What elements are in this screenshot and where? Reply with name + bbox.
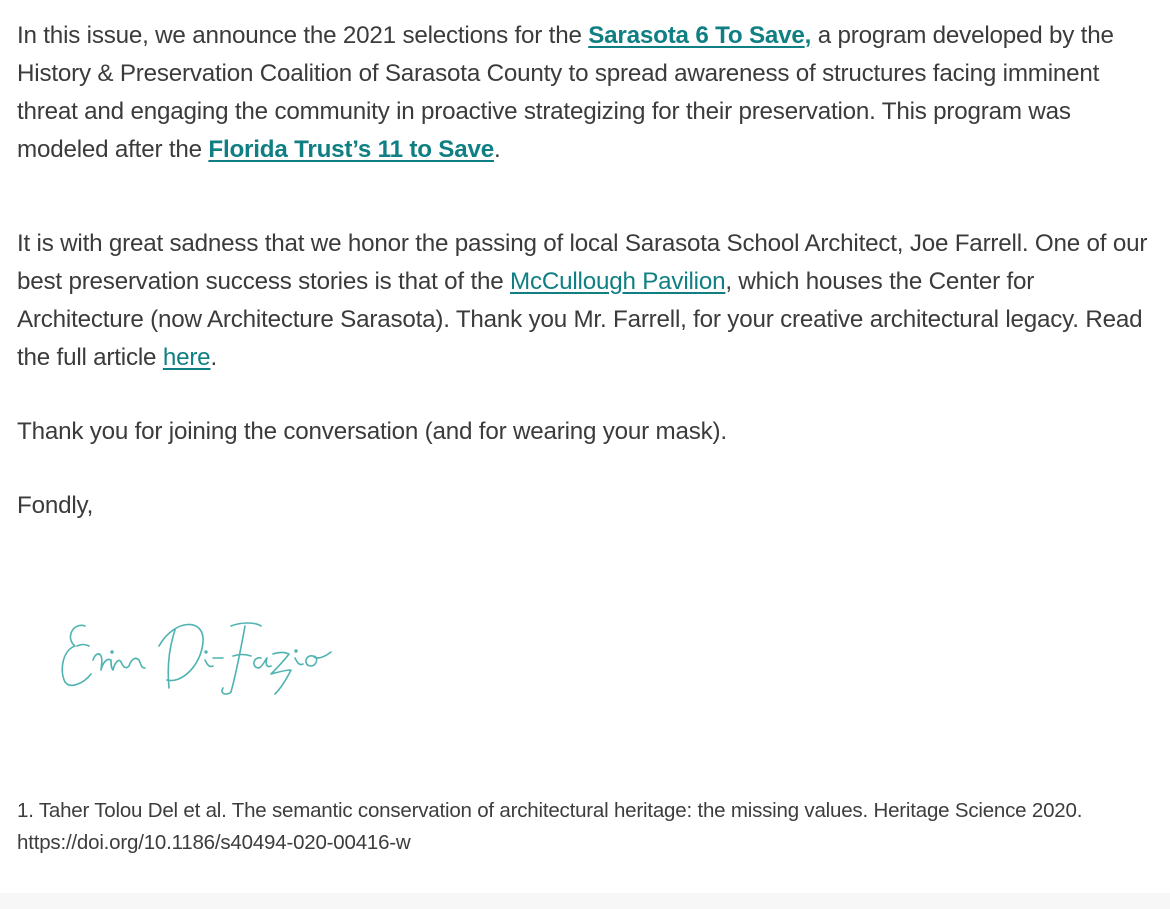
tribute-text-end: . bbox=[210, 344, 217, 371]
tribute-text-middle: , which houses the Center for Architecture (now Architecture Sarasota). Thank you Mr. Farrell, for your creative architectural legacy. Read the full article bbox=[17, 268, 1143, 371]
paragraph-spacer bbox=[17, 169, 1157, 225]
intro-text-middle: a program developed by the History & Preservation Coalition of Sarasota County to spread awareness of structures facing imminent threat and engaging the community in proactive strategizing for their preservation. This program was modeled after the bbox=[17, 22, 1114, 163]
intro-paragraph bbox=[17, 17, 1157, 169]
intro-text-end: . bbox=[493, 136, 501, 163]
paragraph-spacer bbox=[17, 377, 1157, 413]
reference-footnote: 1. Taher Tolou Del et al. The semantic conservation of architectural heritage: the missing values. Heritage Science 2020. https://doi.org/10.1186/s40494-020-00416-w bbox=[17, 799, 1083, 854]
sarasota-6-to-save-link-comma[interactable]: , bbox=[804, 22, 812, 49]
newsletter-body bbox=[17, 17, 1157, 525]
signature-image bbox=[55, 608, 345, 698]
footer-bar bbox=[0, 893, 1170, 909]
thank-you-paragraph: Thank you for joining the conversation (and for wearing your mask). bbox=[17, 418, 727, 445]
sarasota-6-to-save-link[interactable]: Sarasota 6 To Save bbox=[588, 22, 805, 49]
tribute-paragraph bbox=[17, 225, 1157, 377]
mccullough-pavilion-link[interactable]: McCullough Pavilion bbox=[510, 268, 726, 295]
florida-trust-11-to-save-link[interactable]: Florida Trust’s 11 to Save bbox=[208, 136, 494, 163]
paragraph-spacer bbox=[17, 451, 1157, 487]
intro-text-start: In this issue, we announce the 2021 selections for the bbox=[17, 22, 589, 49]
closing-line: Fondly, bbox=[17, 492, 94, 519]
tribute-text-start: It is with great sadness that we honor the passing of local Sarasota School Architect, Joe Farrell. One of our best preservation success stories is that of the bbox=[17, 230, 1148, 295]
full-article-here-link[interactable]: here bbox=[162, 344, 211, 371]
